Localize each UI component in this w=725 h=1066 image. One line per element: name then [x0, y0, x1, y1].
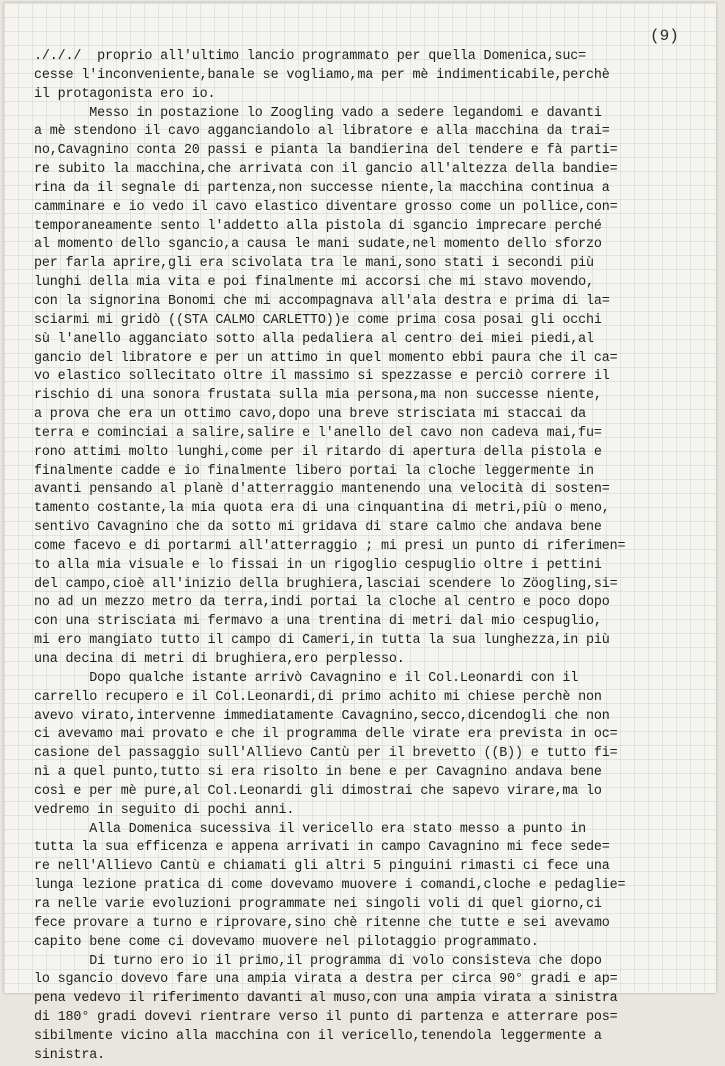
text-line: vo elastico sollecitato oltre il massimo si spezzasse e perciò correre il: [34, 369, 610, 385]
text-line: rina da il segnale di partenza,non successe niente,la macchina continua a: [34, 180, 610, 196]
text-line: carrello recupero e il Col.Leonardi,di primo achito mi chiese perchè non: [34, 689, 602, 705]
page-number: (9): [650, 27, 679, 45]
text-line: no,Cavagnino conta 20 passi e pianta la bandierina del tendere e fà parti=: [34, 143, 618, 159]
text-line: sciarmi mi gridò ((STA CALMO CARLETTO))e come prima cosa posai gli occhi: [34, 312, 602, 328]
text-line: gancio del libratore e per un attimo in quel momento ebbi paura che il ca=: [34, 350, 618, 366]
page-text: [34, 48, 710, 1066]
text-line: avevo virato,intervenne immediatamente Cavagnino,secco,dicendogli che non: [34, 708, 610, 724]
text-line: a mè stendono il cavo agganciandolo al libratore e alla macchina da trai=: [34, 124, 610, 140]
text-line: sinistra.: [34, 1047, 105, 1063]
text-line: sibilmente vicino alla macchina con il vericello,tenendola leggermente a: [34, 1028, 602, 1044]
text-line: finalmente cadde e io finalmente libero portai la cloche leggermente in: [34, 463, 594, 479]
text-line: ra nelle varie evoluzioni programmate nei singoli voli di quel giorno,ci: [34, 896, 602, 912]
text-line: sù l'anello agganciato sotto alla pedaliera al centro dei miei piedi,al: [34, 331, 594, 347]
text-line: cesse l'inconveniente,banale se vogliamo,ma per mè indimenticabile,perchè: [34, 67, 610, 83]
text-line: casione del passaggio sull'Allievo Cantù per il brevetto ((B)) e tutto fi=: [34, 746, 618, 762]
text-line: camminare e io vedo il cavo elastico diventare grosso come un pollice,con=: [34, 199, 618, 215]
text-line: Alla Domenica sucessiva il vericello era stato messo a punto in: [34, 821, 586, 837]
text-line: lunga lezione pratica di come dovevamo muovere i comandi,cloche e pedaglie=: [34, 878, 626, 894]
text-line: lo sgancio dovevo fare una ampia virata a destra per circa 90° gradi e ap=: [34, 972, 618, 988]
text-line: no ad un mezzo metro da terra,indi portai la cloche al centro e poco dopo: [34, 595, 610, 611]
text-line: Messo in postazione lo Zoogling vado a sedere legandomi e davanti: [34, 105, 602, 121]
text-line: con una strisciata mi fermavo a una trentina di metri dal mio cespuglio,: [34, 614, 602, 630]
text-line: a prova che era un ottimo cavo,dopo una breve strisciata mi staccai da: [34, 407, 586, 423]
text-line: mi ero mangiato tutto il campo di Cameri,in tutta la sua lunghezza,in più: [34, 633, 610, 649]
text-line: come facevo e di portarmi all'atterraggio ; mi presi un punto di riferimen=: [34, 538, 626, 554]
text-line: Di turno ero io il primo,il programma di volo consisteva che dopo: [34, 953, 602, 969]
text-line: re subito la macchina,che arrivata con il gancio all'altezza della bandie=: [34, 162, 618, 178]
text-line: to alla mia visuale e lo fissai in un rigoglio cespuglio oltre i pettini: [34, 557, 602, 573]
text-line: sentivo Cavagnino che da sotto mi gridava di stare calmo che andava bene: [34, 520, 602, 536]
typewritten-page: [4, 3, 716, 1063]
text-line: avanti pensando al planè d'atterraggio mantenendo una velocità di sosten=: [34, 482, 610, 498]
text-line: ci avevamo mai provato e che il programma delle virate era prevista in oc=: [34, 727, 618, 743]
text-line: del campo,cioè all'inizio della brughiera,lasciai scendere lo Zöogling,si=: [34, 576, 618, 592]
text-line: terra e cominciai a salire,salire e l'anello del cavo non cadeva mai,fu=: [34, 425, 602, 441]
text-line: Dopo qualche istante arrivò Cavagnino e il Col.Leonardi con il: [34, 670, 579, 686]
text-line: il protagonista ero io.: [34, 86, 216, 102]
text-line: ./././ proprio all'ultimo lancio programmato per quella Domenica,suc=: [34, 49, 586, 64]
text-line: così e per mè pure,al Col.Leonardi gli dimostrai che sapevo virare,ma lo: [34, 783, 602, 799]
text-line: fece provare a turno e riprovare,sino chè ritenne che tutte e sei avevamo: [34, 915, 610, 931]
text-line: capito bene come ci dovevamo muovere nel pilotaggio programmato.: [34, 934, 539, 950]
text-line: di 180° gradi dovevi rientrare verso il punto di partenza e atterrare pos=: [34, 1010, 618, 1026]
text-line: rono attimi molto lunghi,come per il ritardo di apertura della pistola e: [34, 444, 602, 460]
text-line: con la signorina Bonomi che mi accompagnava all'ala destra e prima di la=: [34, 293, 610, 309]
text-line: una decina di metri di brughiera,ero perplesso.: [34, 652, 405, 667]
text-line: al momento dello sgancio,a causa le mani sudate,nel momento dello sforzo: [34, 237, 602, 253]
text-line: pena vedevo il riferimento davanti al muso,con una ampia virata a sinistra: [34, 991, 618, 1007]
text-line: nì a quel punto,tutto si era risolto in bene e per Cavagnino andava bene: [34, 765, 602, 781]
text-line: re nell'Allievo Cantù e chiamati gli altri 5 pinguini rimasti ci fece una: [34, 859, 610, 875]
text-line: lunghi della mia vita e poi finalmente mi accorsi che mi stavo movendo,: [34, 275, 594, 291]
text-line: tamento costante,la mia quota era di una cinquantina di metri,più o meno,: [34, 501, 610, 517]
text-line: tutta la sua efficenza e appena arrivati in campo Cavagnino mi fece sede=: [34, 840, 610, 856]
text-line: rischio di una sonora frustata sulla mia persona,ma non successe niente,: [34, 388, 602, 404]
text-line: per farla aprire,gli era scivolata tra le mani,sono stati i secondi più: [34, 256, 594, 272]
text-line: vedremo in seguito di pochi anni.: [34, 802, 295, 818]
text-line: temporaneamente sento l'addetto alla pistola di sgancio imprecare perché: [34, 218, 602, 234]
